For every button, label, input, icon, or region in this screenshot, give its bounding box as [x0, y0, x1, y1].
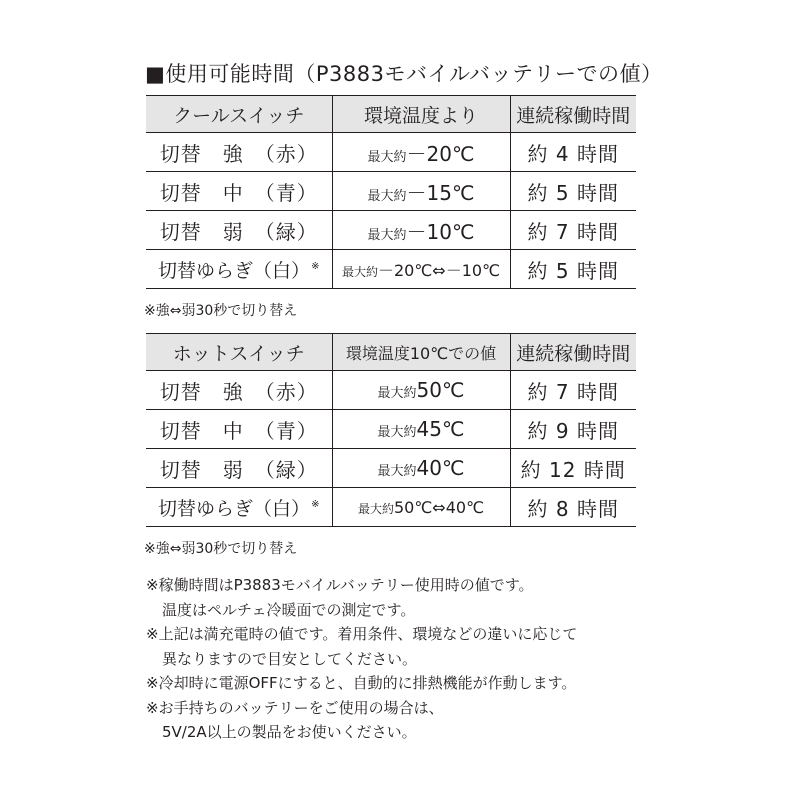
temperature-value: －10℃ [406, 219, 475, 244]
temperature-cell [332, 211, 510, 250]
column-header-switch: ホットスイッチ [146, 334, 332, 371]
table-row [146, 410, 636, 449]
temperature-prefix: 最大約 [357, 501, 394, 516]
footnote-line: 温度はペルチェ冷暖面での測定です。 [162, 600, 416, 619]
hot-switch-table [146, 333, 636, 527]
temperature-cell [332, 172, 510, 211]
runtime-cell: 約 12 時間 [510, 449, 636, 488]
footnotes [146, 573, 666, 745]
temperature-cell [332, 133, 510, 172]
mode-cell [146, 133, 332, 172]
table-row [146, 211, 636, 250]
mode-label: 切替 強 （赤） [159, 379, 318, 404]
temperature-prefix: 最大約 [341, 264, 378, 279]
runtime-cell: 約 7 時間 [510, 211, 636, 250]
mode-label: 切替 弱 （緑） [159, 219, 318, 244]
mode-cell [146, 410, 332, 449]
footnote-line: ※冷却時に電源OFFにすると、自動的に排熱機能が作動します。 [146, 674, 577, 692]
runtime-cell: 約 5 時間 [510, 250, 636, 289]
footnote-line: ※稼働時間はP3883モバイルバッテリー使用時の値です。 [146, 576, 534, 594]
mode-label: 切替 強 （赤） [159, 141, 318, 166]
temperature-value: －15℃ [406, 180, 475, 205]
temperature-prefix: 最大約 [377, 386, 417, 401]
table-row [146, 172, 636, 211]
mode-label: 切替 中 （青） [159, 180, 318, 205]
temperature-prefix: 最大約 [367, 149, 407, 165]
temperature-prefix: 最大約 [377, 425, 417, 440]
table-header-row [146, 96, 636, 133]
temperature-value: －20℃⇔－10℃ [377, 260, 501, 280]
runtime-cell: 約 4 時間 [510, 133, 636, 172]
cool-switch-table [146, 95, 636, 289]
temperature-value: 45℃ [416, 417, 465, 441]
mode-label: 切替ゆらぎ（白） [158, 259, 311, 282]
note-mark: ※ [311, 260, 320, 272]
mode-label: 切替ゆらぎ（白） [158, 497, 311, 520]
table-header-row [146, 334, 636, 371]
column-header-temperature: 環境温度より [332, 96, 510, 133]
temperature-cell [332, 250, 510, 289]
table-row [146, 488, 636, 527]
footnote-line: 5V/2A以上の製品をお使いください。 [162, 723, 417, 741]
temperature-prefix: 最大約 [377, 464, 417, 479]
footnote-line: ※上記は満充電時の値です。着用条件、環境などの違いに応じて [146, 625, 578, 643]
temperature-value: 50℃ [416, 378, 465, 402]
temperature-cell [332, 449, 510, 488]
section-title: ■使用可能時間（P3883モバイルバッテリーでの値） [145, 62, 663, 86]
runtime-cell: 約 9 時間 [510, 410, 636, 449]
temperature-cell [332, 488, 510, 527]
temperature-cell [332, 410, 510, 449]
table-row [146, 133, 636, 172]
table-row [146, 371, 636, 410]
mode-cell [146, 449, 332, 488]
footnote-line: 異なりますので目安としてください。 [162, 649, 418, 668]
column-header-runtime: 連続稼働時間 [510, 334, 636, 371]
mode-cell [146, 250, 332, 289]
temperature-prefix: 最大約 [367, 227, 407, 243]
table-row [146, 250, 636, 289]
mode-cell [146, 371, 332, 410]
temperature-prefix: 最大約 [367, 188, 407, 204]
column-header-switch: クールスイッチ [146, 96, 332, 133]
mode-label: 切替 中 （青） [159, 418, 318, 443]
cool-table-note: ※強⇔弱30秒で切り替え [144, 303, 298, 319]
mode-cell [146, 211, 332, 250]
runtime-cell: 約 5 時間 [510, 172, 636, 211]
runtime-cell: 約 7 時間 [510, 371, 636, 410]
temperature-value: 50℃⇔40℃ [393, 497, 485, 517]
column-header-temperature: 環境温度10℃での値 [332, 334, 510, 371]
note-mark: ※ [311, 498, 320, 510]
column-header-runtime: 連続稼働時間 [510, 96, 636, 133]
temperature-value: －20℃ [406, 141, 475, 166]
mode-label: 切替 弱 （緑） [159, 457, 318, 482]
runtime-cell: 約 8 時間 [510, 488, 636, 527]
mode-cell [146, 488, 332, 527]
temperature-value: 40℃ [416, 456, 465, 480]
mode-cell [146, 172, 332, 211]
table-row [146, 449, 636, 488]
temperature-cell [332, 371, 510, 410]
footnote-line: ※お手持ちのバッテリーをご使用の場合は、 [146, 698, 444, 717]
hot-table-note: ※強⇔弱30秒で切り替え [144, 541, 298, 557]
